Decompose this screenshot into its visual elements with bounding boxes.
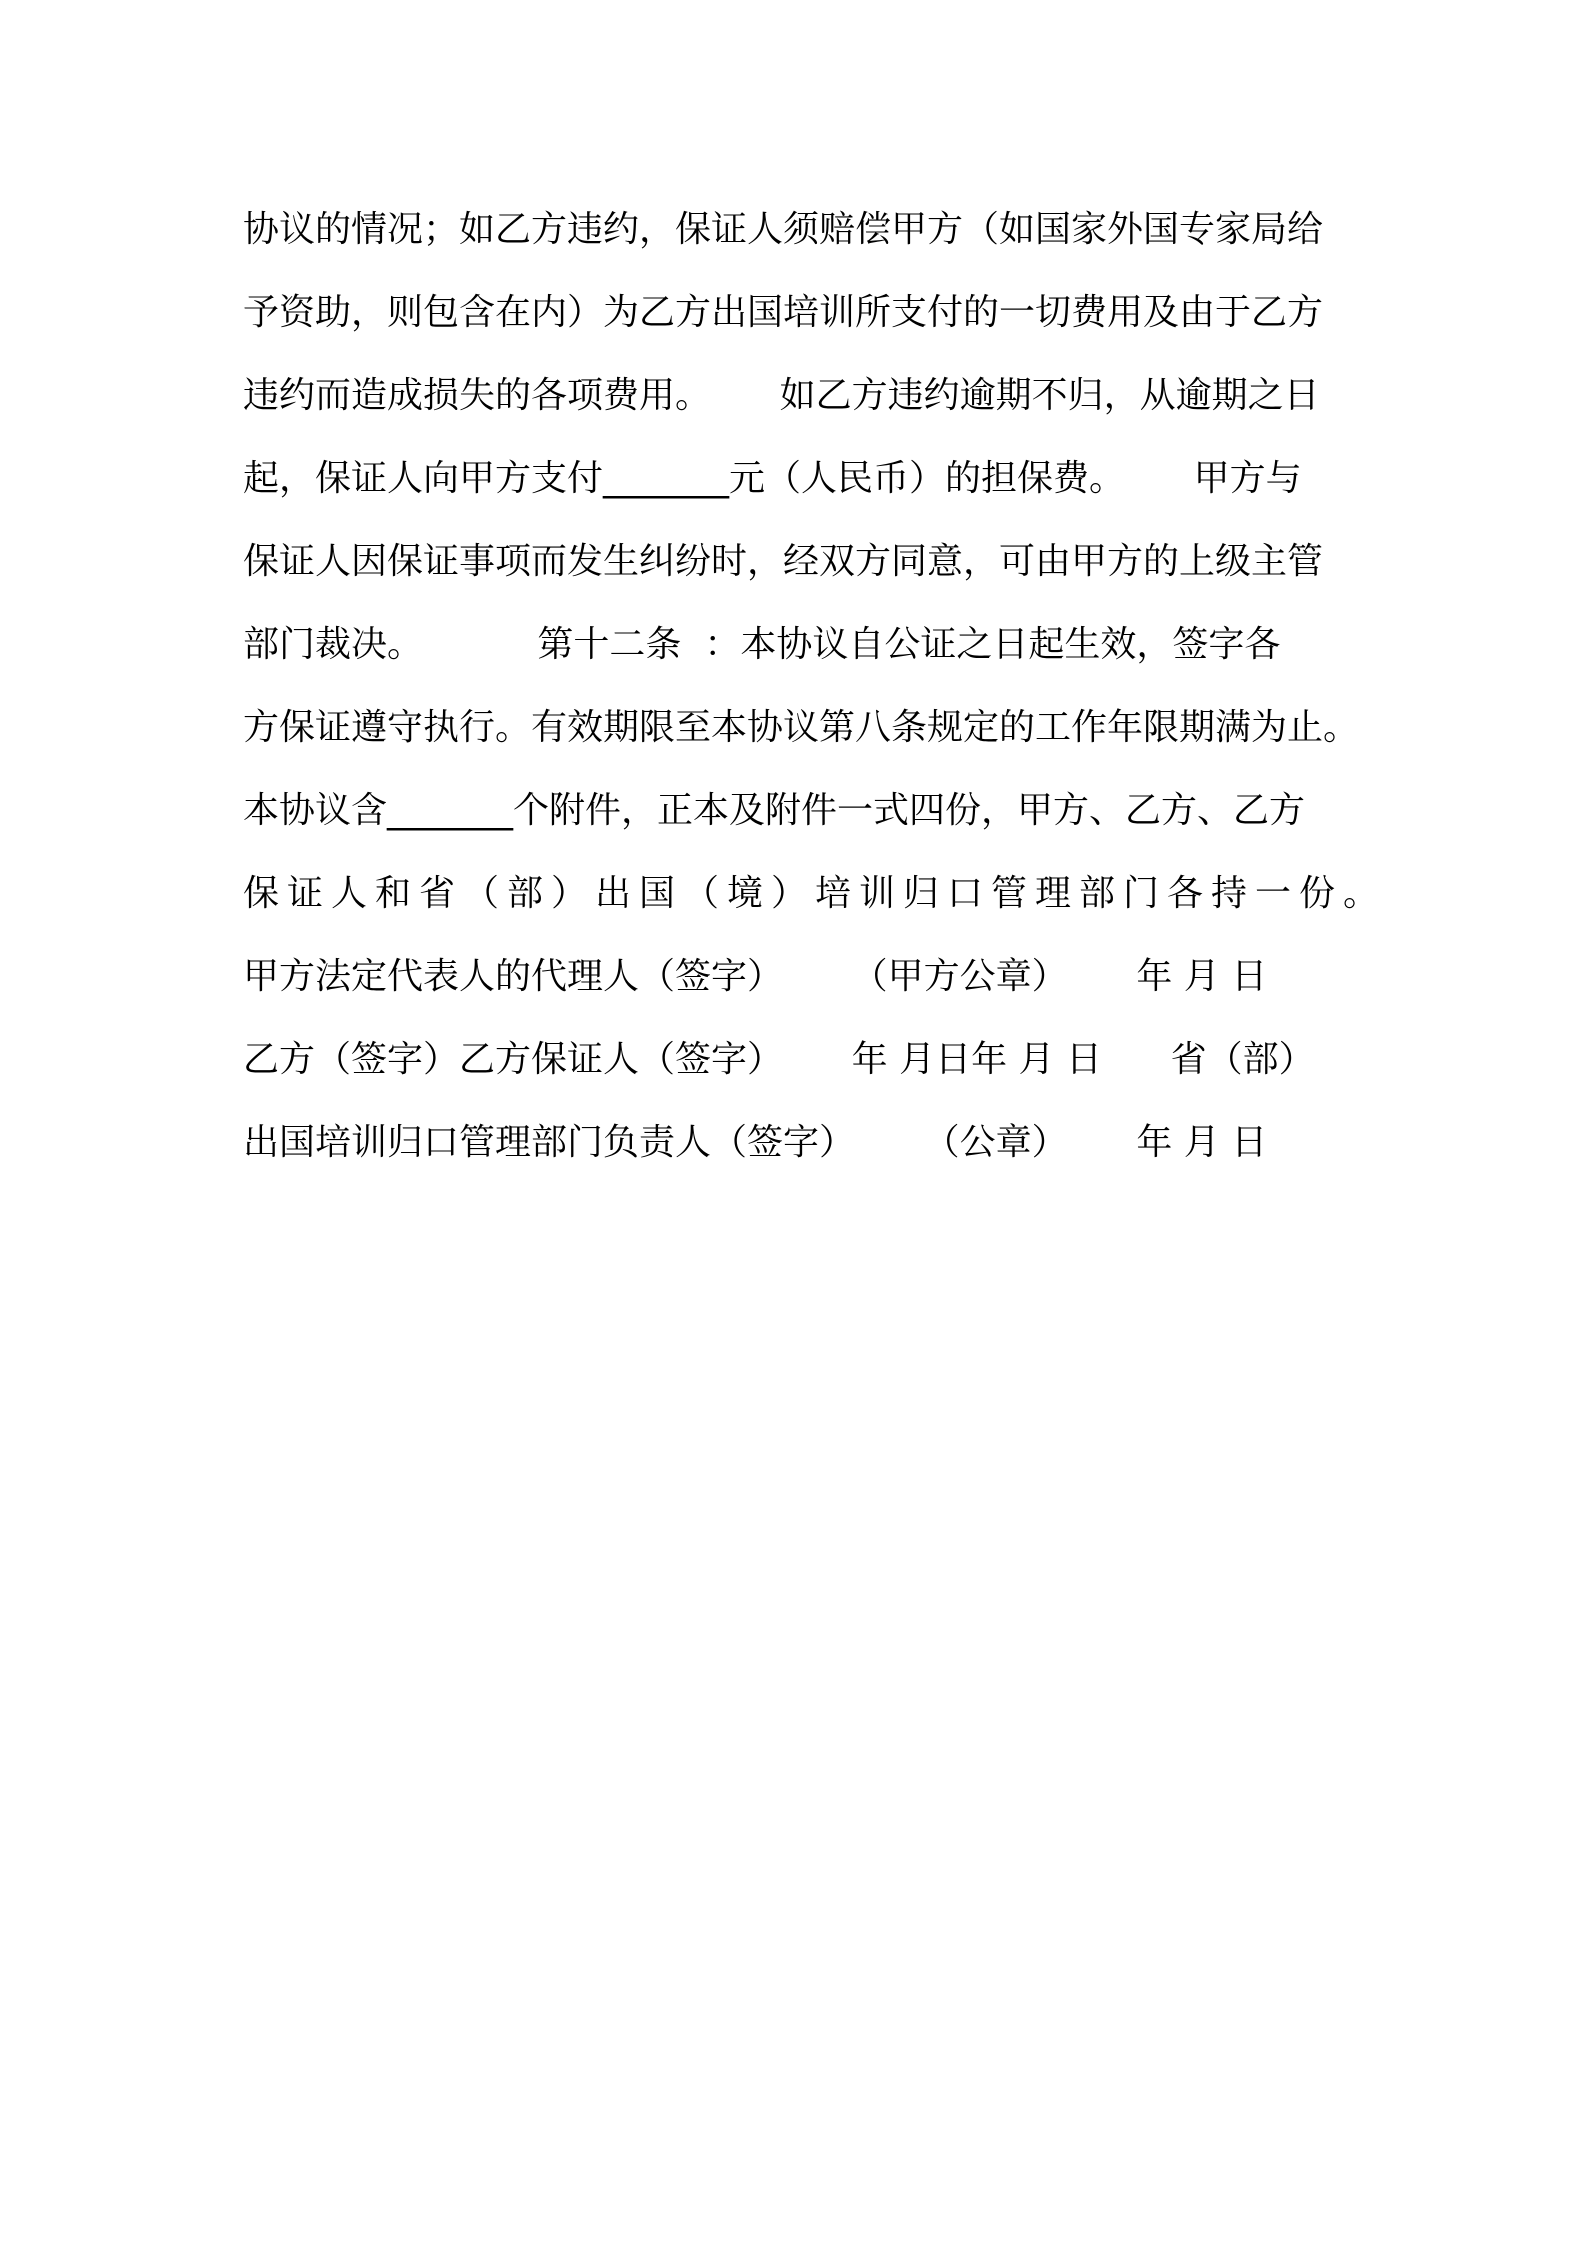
body-text-line-6: 部门裁决。 第十二条 ：本协议自公证之日起生效，签字各 xyxy=(243,624,1281,665)
body-text-line-5: 保证人因保证事项而发生纠纷时，经双方同意，可由甲方的上级主管 xyxy=(243,541,1324,582)
body-text-line-9: 保证人和省（部）出国（境）培训归口管理部门各持一份。 xyxy=(243,873,1388,914)
body-text-line-4: 起，保证人向甲方支付_______元（人民币）的担保费。 甲方与 xyxy=(243,458,1302,499)
body-text-line-2: 予资助，则包含在内）为乙方出国培训所支付的一切费用及由于乙方 xyxy=(243,292,1324,333)
signature-line-department: 出国培训归口管理部门负责人（签字） （公章） 年 月 日 xyxy=(243,1122,1268,1163)
signature-line-party-a: 甲方法定代表人的代理人（签字） （甲方公章） 年 月 日 xyxy=(243,956,1268,997)
body-text-line-7: 方保证遵守执行。有效期限至本协议第八条规定的工作年限期满为止。 xyxy=(243,707,1360,748)
signature-line-party-b: 乙方（签字）乙方保证人（签字） 年 月日年 月 日 省（部） xyxy=(243,1039,1315,1080)
body-text-line-8: 本协议含_______个附件，正本及附件一式四份，甲方、乙方、乙方 xyxy=(243,790,1306,831)
body-text-line-1: 协议的情况；如乙方违约，保证人须赔偿甲方（如国家外国专家局给 xyxy=(243,209,1324,250)
body-text-line-3: 违约而造成损失的各项费用。 如乙方违约逾期不归，从逾期之日 xyxy=(243,375,1320,416)
